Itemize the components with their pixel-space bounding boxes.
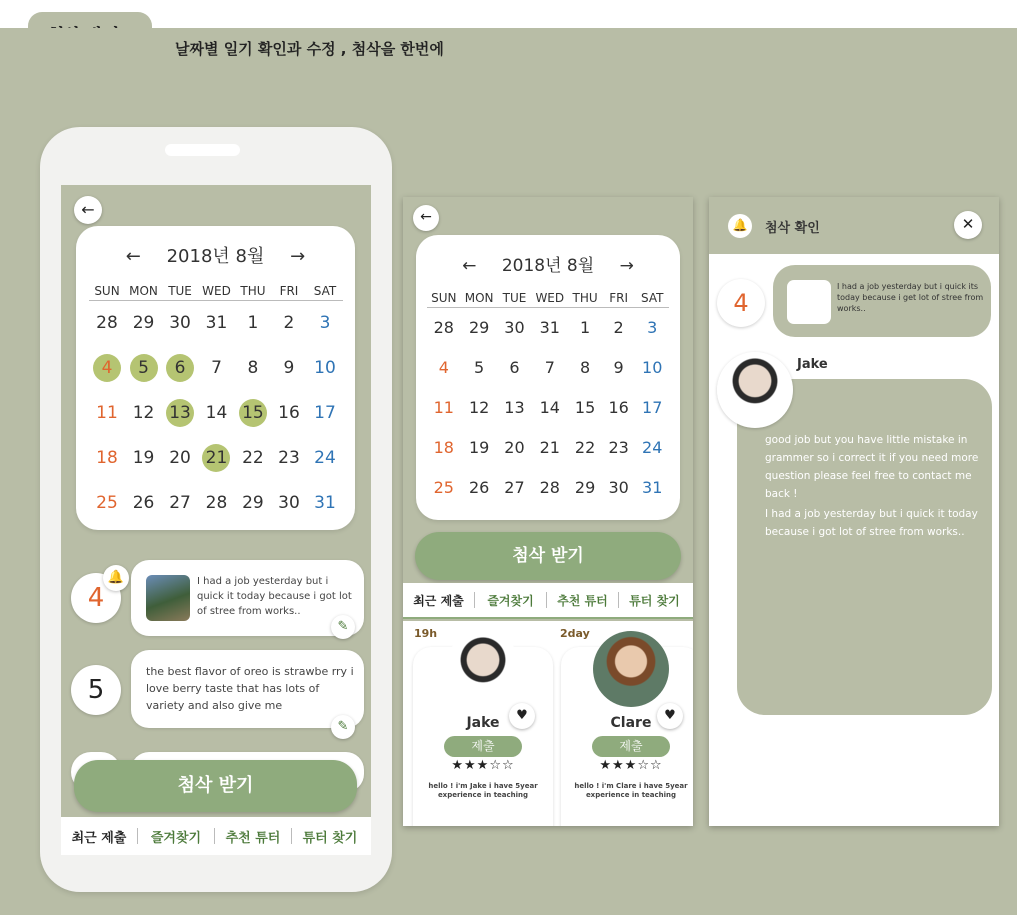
review-title: 첨삭 확인	[765, 221, 820, 236]
calendar-day: 30	[608, 477, 629, 497]
calendar-day: 31	[205, 313, 228, 334]
calendar-day-cell[interactable]	[568, 428, 602, 468]
calendar-day-cell[interactable]	[498, 308, 532, 348]
calendar-day: 17	[314, 403, 336, 423]
entry-text: the best flavor of oreo is strawbe rry i love berry taste that has lots of variety and also give me	[146, 665, 354, 712]
calendar-day-cell[interactable]	[307, 346, 343, 391]
heart-icon[interactable]: ♥	[509, 703, 535, 729]
calendar-header	[416, 251, 680, 276]
calendar-day-cell[interactable]	[125, 436, 162, 481]
submitted-badge[interactable]: 제출	[444, 736, 522, 757]
nav-find-tutor[interactable]: 튜터 찾기	[629, 593, 680, 608]
weekday-label: MON	[461, 291, 498, 308]
review-header	[709, 197, 999, 254]
calendar-day-cell[interactable]	[635, 348, 669, 388]
tutor-nav	[403, 583, 693, 619]
calendar-day-cell[interactable]	[568, 468, 602, 508]
entry-day: 4	[717, 279, 765, 327]
weekday-label: FRI	[271, 284, 307, 301]
calendar-day: 16	[278, 403, 300, 423]
calendar-week	[89, 481, 343, 526]
calendar-day: 18	[433, 437, 454, 457]
calendar-day: 31	[642, 477, 663, 497]
weekday-row	[89, 284, 343, 301]
calendar-week	[427, 428, 669, 468]
rating-stars	[561, 758, 693, 773]
calendar-day-cell[interactable]	[531, 348, 568, 388]
calendar-day-cell[interactable]	[307, 391, 343, 436]
submit-review-button[interactable]: 첨삭 받기	[74, 760, 357, 812]
phone-frame	[40, 127, 392, 892]
calendar-day: 3	[647, 317, 658, 337]
calendar-day: 10	[642, 357, 663, 377]
heart-icon[interactable]: ♥	[657, 703, 683, 729]
calendar-day-cell[interactable]	[635, 308, 669, 348]
calendar-day-cell[interactable]	[635, 428, 669, 468]
calendar-day-cell[interactable]	[162, 391, 198, 436]
entry-bubble[interactable]	[131, 560, 364, 636]
calendar-card	[76, 226, 355, 530]
weekday-label: TUE	[498, 291, 532, 308]
calendar-day-cell[interactable]	[89, 436, 125, 481]
calendar-day-cell[interactable]	[162, 346, 198, 391]
calendar-grid	[89, 284, 343, 526]
calendar-day: 9	[613, 357, 624, 377]
calendar-day-cell[interactable]	[89, 346, 125, 391]
next-month-button[interactable]: →	[290, 246, 306, 267]
calendar-day: 29	[468, 317, 490, 337]
calendar-day: 28	[433, 317, 454, 337]
calendar-day: 20	[504, 437, 525, 457]
calendar-day: 11	[96, 403, 118, 423]
calendar-day-cell[interactable]	[271, 391, 307, 436]
calendar-day-cell[interactable]	[271, 346, 307, 391]
month-label: 2018년 8월	[166, 246, 265, 267]
calendar-day-cell[interactable]	[198, 301, 235, 346]
month-label: 2018년 8월	[501, 256, 595, 276]
calendar-day: 25	[433, 477, 454, 497]
calendar-day-cell[interactable]	[89, 391, 125, 436]
calendar-grid	[427, 291, 669, 508]
calendar-day-cell[interactable]	[235, 301, 271, 346]
entry-photo	[146, 575, 190, 621]
next-month-button[interactable]: →	[619, 256, 634, 276]
star-icon: ☆	[649, 758, 663, 773]
calendar-week	[427, 468, 669, 508]
screen-calendar-tutors	[403, 197, 693, 826]
screen-review-detail	[709, 197, 999, 826]
calendar-day-cell[interactable]	[89, 301, 125, 346]
calendar-day-cell[interactable]	[498, 468, 532, 508]
calendar-day: 23	[278, 448, 300, 468]
star-icon: ★	[624, 758, 638, 773]
calendar-day-cell[interactable]	[125, 346, 162, 391]
calendar-day-cell[interactable]	[307, 301, 343, 346]
calendar-day: 27	[504, 477, 525, 497]
corrected-text: I had a job yesterday but i quick it today because i got lot of stree from works..	[765, 508, 978, 538]
calendar-day-cell[interactable]	[427, 308, 461, 348]
calendar-day-cell[interactable]	[498, 428, 532, 468]
close-button[interactable]: ✕	[954, 211, 982, 239]
calendar-day-cell[interactable]	[461, 308, 498, 348]
review-comment-bubble	[737, 379, 992, 715]
calendar-day: 14	[539, 397, 560, 417]
back-button[interactable]	[74, 196, 102, 224]
calendar-day: 1	[579, 317, 591, 337]
star-icon: ★	[464, 758, 477, 773]
calendar-day: 19	[468, 437, 490, 457]
calendar-header	[76, 242, 355, 268]
entry-day: 5	[71, 665, 121, 715]
avatar	[445, 631, 521, 707]
calendar-day: 29	[242, 493, 264, 513]
nav-recent[interactable]: 최근 제출	[413, 593, 464, 608]
calendar-day-cell[interactable]	[568, 348, 602, 388]
star-icon: ☆	[637, 758, 650, 773]
calendar-day-cell[interactable]	[461, 388, 498, 428]
submitted-badge[interactable]: 제출	[592, 736, 670, 757]
calendar-day-cell[interactable]	[461, 468, 498, 508]
calendar-week	[89, 301, 343, 346]
calendar-day-cell[interactable]	[427, 348, 461, 388]
calendar-day: 9	[283, 358, 295, 378]
calendar-day-cell[interactable]	[198, 436, 235, 481]
weekday-label: SUN	[89, 284, 125, 301]
calendar-day: 10	[314, 358, 336, 378]
calendar-day-cell[interactable]	[531, 308, 568, 348]
calendar-day-cell[interactable]	[235, 481, 271, 526]
calendar-day-cell[interactable]	[125, 301, 162, 346]
arrow-left-icon: ←	[420, 209, 432, 225]
weekday-label: SAT	[635, 291, 669, 308]
calendar-day: 31	[314, 493, 336, 513]
calendar-day: 26	[468, 477, 490, 497]
reviewer-name: Jake	[797, 357, 828, 372]
calendar-day-cell[interactable]	[602, 428, 636, 468]
calendar-day-cell[interactable]	[602, 348, 636, 388]
calendar-day: 30	[169, 313, 191, 334]
calendar-day-cell[interactable]	[198, 481, 235, 526]
original-text: I had a job yesterday but i quick its today because i get lot of stree from works..	[837, 282, 984, 313]
calendar-day-cell[interactable]	[162, 436, 198, 481]
star-icon: ★	[451, 758, 465, 773]
calendar-day-cell[interactable]	[531, 428, 568, 468]
calendar-day: 14	[205, 403, 228, 423]
calendar-day: 26	[132, 493, 155, 513]
calendar-day-cell[interactable]	[307, 481, 343, 526]
calendar-day: 5	[474, 357, 485, 377]
calendar-day-cell[interactable]	[568, 388, 602, 428]
calendar-day: 3	[319, 313, 331, 334]
calendar-day: 23	[608, 437, 629, 457]
calendar-day: 25	[96, 493, 118, 513]
calendar-day: 11	[433, 397, 454, 417]
calendar-day: 2	[613, 317, 624, 337]
calendar-day-cell[interactable]	[271, 301, 307, 346]
reviewer-avatar	[717, 352, 793, 428]
original-entry-bubble	[773, 265, 991, 337]
calendar-week	[89, 346, 343, 391]
calendar-day-cell[interactable]	[125, 391, 162, 436]
calendar-day: 12	[468, 397, 490, 417]
rating-stars	[413, 758, 553, 773]
calendar-day-cell[interactable]	[307, 436, 343, 481]
tutor-card-clare[interactable]	[561, 647, 693, 826]
calendar-day: 8	[579, 357, 591, 377]
calendar-day-cell[interactable]	[531, 468, 568, 508]
calendar-day-cell[interactable]	[531, 388, 568, 428]
nav-recent[interactable]: 최근 제출	[71, 830, 127, 846]
star-icon: ★	[612, 758, 625, 773]
calendar-day: 28	[539, 477, 560, 497]
entry-bubble[interactable]	[131, 650, 364, 728]
weekday-label: THU	[235, 284, 271, 301]
calendar-day: 31	[539, 317, 560, 337]
calendar-day: 15	[239, 399, 267, 427]
tutor-bio: hello ! i'm Clare i have 5year experience in teaching	[574, 782, 688, 799]
calendar-day: 27	[169, 493, 191, 513]
back-button[interactable]	[413, 205, 439, 231]
calendar-day: 19	[132, 448, 155, 468]
calendar-day-cell[interactable]	[271, 481, 307, 526]
calendar-day: 21	[539, 437, 560, 457]
calendar-day: 2	[283, 313, 295, 334]
calendar-day-cell[interactable]	[125, 481, 162, 526]
calendar-day: 12	[132, 403, 155, 423]
page-subtitle: 날짜별 일기 확인과 수정 , 첨삭을 한번에	[175, 40, 444, 58]
arrow-left-icon: ←	[81, 200, 95, 219]
calendar-day-cell[interactable]	[198, 346, 235, 391]
avatar	[593, 631, 669, 707]
prev-month-button[interactable]: ←	[462, 256, 477, 276]
calendar-day: 18	[96, 448, 118, 468]
calendar-day: 22	[242, 448, 264, 468]
calendar-day-cell[interactable]	[427, 388, 461, 428]
calendar-day: 1	[247, 313, 259, 334]
bell-icon: 🔔	[728, 214, 752, 238]
calendar-week	[89, 436, 343, 481]
weekday-label: THU	[568, 291, 602, 308]
calendar-day: 6	[166, 354, 194, 382]
pencil-icon[interactable]: ✎	[331, 715, 355, 739]
star-icon: ☆	[501, 758, 515, 773]
calendar-day-cell[interactable]	[635, 468, 669, 508]
tutor-card-jake[interactable]	[413, 647, 553, 826]
calendar-day: 28	[96, 313, 118, 334]
calendar-day-cell[interactable]	[602, 308, 636, 348]
calendar-day: 21	[202, 444, 230, 472]
calendar-day: 22	[574, 437, 596, 457]
calendar-day: 24	[314, 448, 336, 468]
calendar-week	[427, 388, 669, 428]
calendar-day-cell[interactable]	[271, 436, 307, 481]
calendar-week	[89, 391, 343, 436]
submit-review-button[interactable]: 첨삭 받기	[415, 532, 681, 580]
star-icon: ★	[599, 758, 613, 773]
weekday-label: WED	[198, 284, 235, 301]
tutor-name: Jake	[466, 715, 500, 731]
bottom-nav	[61, 817, 371, 855]
calendar-day: 28	[205, 493, 228, 513]
calendar-day: 6	[509, 357, 520, 377]
calendar-day-cell[interactable]	[461, 348, 498, 388]
entry-text: I had a job yesterday but i quick it today because i got lot of stree from works..	[197, 576, 352, 617]
phone-screen	[61, 185, 371, 855]
calendar-day-cell[interactable]	[602, 388, 636, 428]
calendar-week	[427, 348, 669, 388]
bell-icon[interactable]: 🔔	[103, 565, 129, 591]
calendar-day-cell[interactable]	[198, 391, 235, 436]
calendar-day: 4	[93, 354, 121, 382]
calendar-day-cell[interactable]	[602, 468, 636, 508]
nav-favorites[interactable]: 즐겨찾기	[150, 830, 202, 846]
weekday-label: MON	[125, 284, 162, 301]
calendar-day: 7	[211, 358, 222, 378]
calendar-day-cell[interactable]	[235, 391, 271, 436]
calendar-day-cell[interactable]	[635, 388, 669, 428]
calendar-day: 24	[642, 437, 663, 457]
weekday-label: SUN	[427, 291, 461, 308]
calendar-day: 17	[642, 397, 663, 417]
calendar-day: 30	[278, 493, 300, 513]
calendar-day: 30	[504, 317, 525, 337]
nav-recommended[interactable]: 추천 튜터	[225, 830, 281, 846]
entry-photo	[787, 280, 831, 324]
calendar-day-cell[interactable]	[235, 436, 271, 481]
tutor-name: Clare	[610, 715, 652, 731]
tutor-list	[403, 621, 693, 826]
pencil-icon[interactable]: ✎	[331, 615, 355, 639]
weekday-label: WED	[531, 291, 568, 308]
calendar-week	[427, 308, 669, 348]
calendar-day: 29	[132, 313, 155, 334]
star-icon: ★	[476, 758, 490, 773]
calendar-day: 13	[504, 397, 525, 417]
weekday-label: FRI	[602, 291, 636, 308]
weekday-label: SAT	[307, 284, 343, 301]
nav-find-tutor[interactable]: 튜터 찾기	[302, 830, 358, 846]
tutor-time: 19h	[414, 627, 438, 640]
calendar-day-cell[interactable]	[89, 481, 125, 526]
review-comment: good job but you have little mistake in grammer so i correct it if you need more question please feel free to contact me back !	[765, 434, 979, 500]
nav-recommended[interactable]: 추천 튜터	[557, 593, 608, 608]
tutor-time: 2day	[560, 627, 590, 640]
calendar-day-cell[interactable]	[568, 308, 602, 348]
calendar-day: 7	[544, 357, 555, 377]
calendar-day: 16	[608, 397, 629, 417]
weekday-row	[427, 291, 669, 308]
calendar-day-cell[interactable]	[235, 346, 271, 391]
calendar-card	[416, 235, 680, 520]
calendar-day: 15	[574, 397, 596, 417]
calendar-day-cell[interactable]	[162, 481, 198, 526]
calendar-day: 20	[169, 448, 191, 468]
entry-day: 4	[71, 573, 121, 623]
calendar-day-cell[interactable]	[461, 428, 498, 468]
phone-speaker	[165, 144, 240, 156]
calendar-day: 4	[438, 357, 449, 377]
weekday-label: TUE	[162, 284, 198, 301]
calendar-day: 29	[574, 477, 596, 497]
calendar-day-cell[interactable]	[498, 348, 532, 388]
calendar-day-cell[interactable]	[162, 301, 198, 346]
calendar-day-cell[interactable]	[427, 468, 461, 508]
nav-favorites[interactable]: 즐겨찾기	[487, 593, 534, 608]
calendar-day: 8	[247, 358, 259, 378]
tutor-bio: hello ! i'm Jake i have 5year experience in teaching	[428, 782, 538, 799]
calendar-day-cell[interactable]	[498, 388, 532, 428]
calendar-day: 5	[130, 354, 158, 382]
prev-month-button[interactable]: ←	[125, 246, 141, 267]
calendar-day-cell[interactable]	[427, 428, 461, 468]
star-icon: ☆	[489, 758, 502, 773]
calendar-day: 13	[166, 399, 194, 427]
